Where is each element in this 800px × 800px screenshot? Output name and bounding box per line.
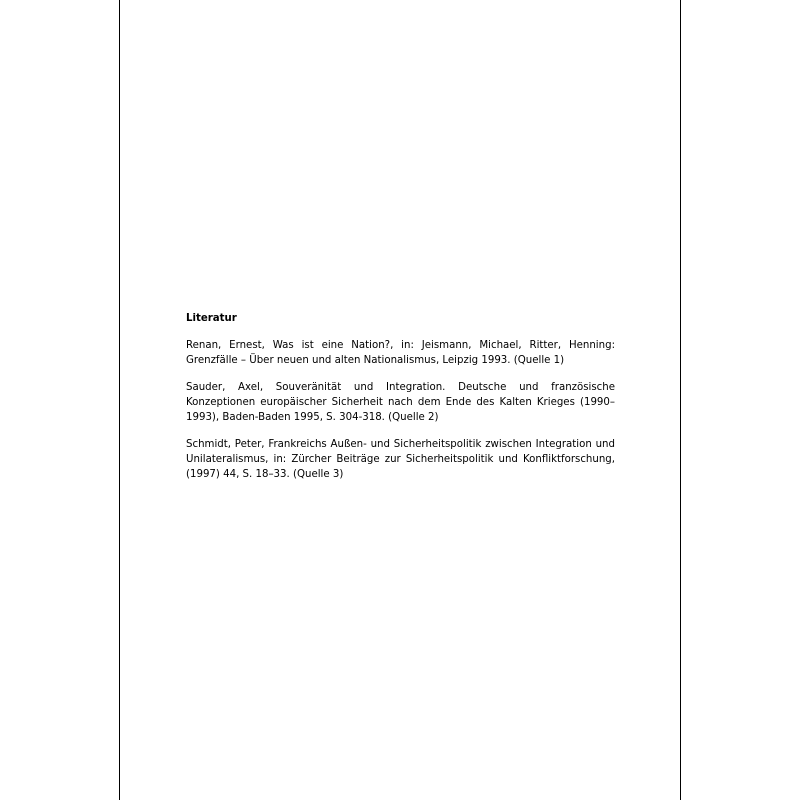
bibliography-section: [186, 311, 615, 494]
section-heading: Literatur: [186, 313, 237, 324]
document-page: [119, 0, 681, 800]
reference-entry-renan: Renan, Ernest, Was ist eine Nation?, in: Jeismann, Michael, Ritter, Henning: Grenzfälle – Über neuen und alten Nationalismus, Leipzig 1993. (Quelle 1): [186, 340, 615, 366]
reference-entry-schmidt: Schmidt, Peter, Frankreichs Außen- und Sicherheitspolitik zwischen Integration und Unilateralismus, in: Zürcher Beiträge zur Sicherheitspolitik und Konfliktforschung, (1997) 44, S. 18–33. (Quelle 3): [186, 439, 615, 480]
reference-entry-sauder: Sauder, Axel, Souveränität und Integration. Deutsche und französische Konzeptionen europäischer Sicherheit nach dem Ende des Kalten Krieges (1990–1993), Baden-Baden 1995, S. 304-318. (Quelle 2): [186, 382, 615, 423]
